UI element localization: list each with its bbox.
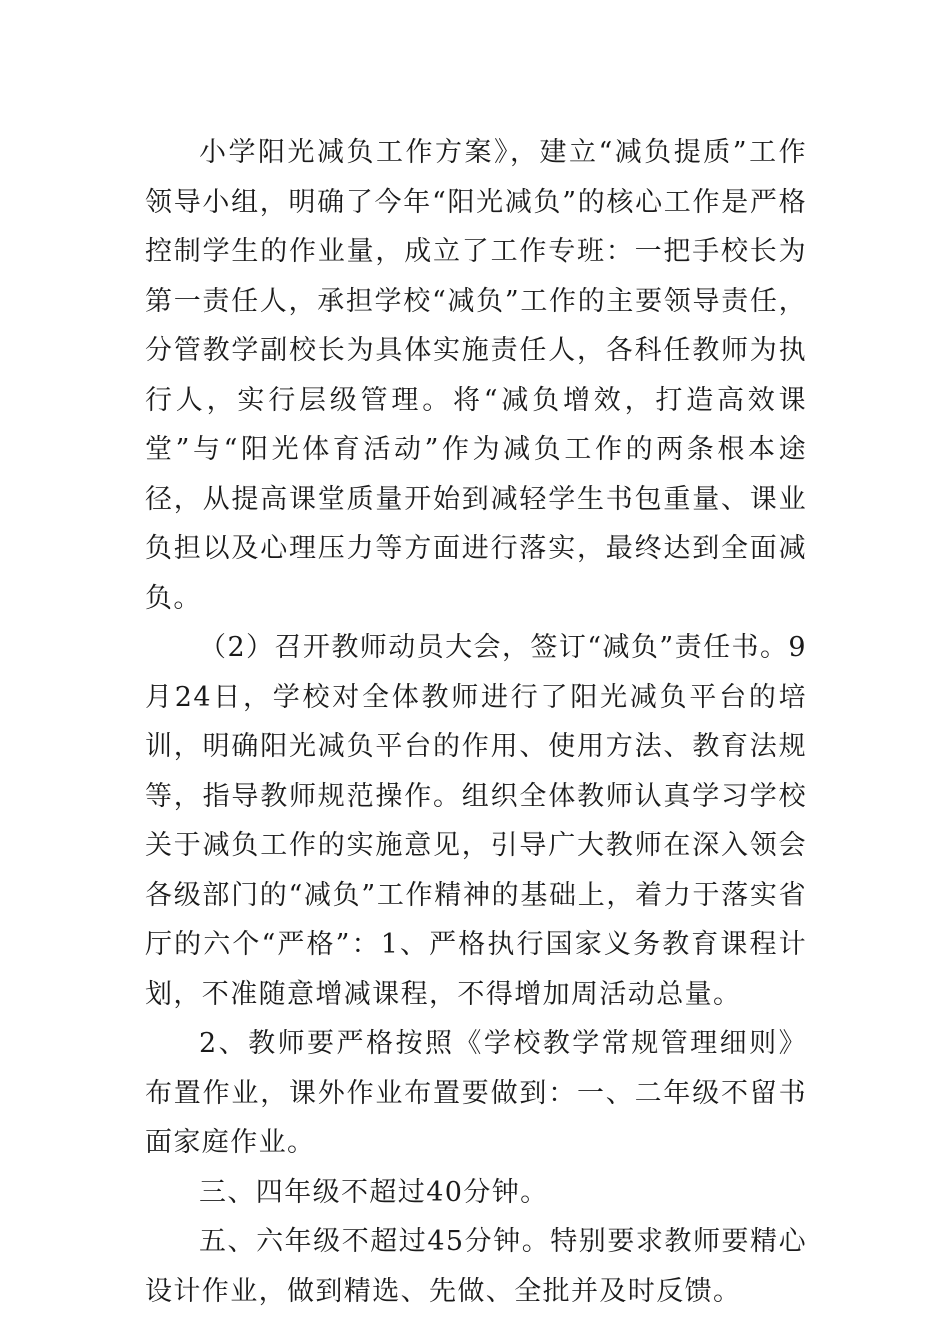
paragraph-4: 三、四年级不超过40分钟。: [199, 1176, 549, 1208]
document-body: [145, 128, 807, 1316]
paragraph-1: 小学阳光减负工作方案》，建立“减负提质”工作领导小组，明确了今年“阳光减负”的核心工作是严格控制学生的作业量，成立了工作专班：一把手校长为第一责任人，承担学校“减负”工作的主要领导责任，分管教学副校长为具体实施责任人，各科任教师为执行人，实行层级管理。将“减负增效，打造高效课堂”与“阳光体育活动”作为减负工作的两条根本途径，从提高课堂质量开始到减轻学生书包重量、课业负担以及心理压力等方面进行落实，最终达到全面减负。: [145, 137, 807, 614]
paragraph-5: 五、六年级不超过45分钟。特别要求教师要精心设计作业，做到精选、先做、全批并及时反馈。: [145, 1226, 807, 1307]
paragraph-3: 2、教师要严格按照《学校教学常规管理细则》布置作业，课外作业布置要做到：一、二年级不留书面家庭作业。: [145, 1028, 807, 1158]
paragraph-2: （2）召开教师动员大会，签订“减负”责任书。9月24日，学校对全体教师进行了阳光减负平台的培训，明确阳光减负平台的作用、使用方法、教育法规等，指导教师规范操作。组织全体教师认真学习学校关于减负工作的实施意见，引导广大教师在深入领会各级部门的“减负”工作精神的基础上，着力于落实省厅的六个“严格”：1、严格执行国家义务教育课程计划，不准随意增减课程，不得增加周活动总量。: [145, 632, 807, 1010]
